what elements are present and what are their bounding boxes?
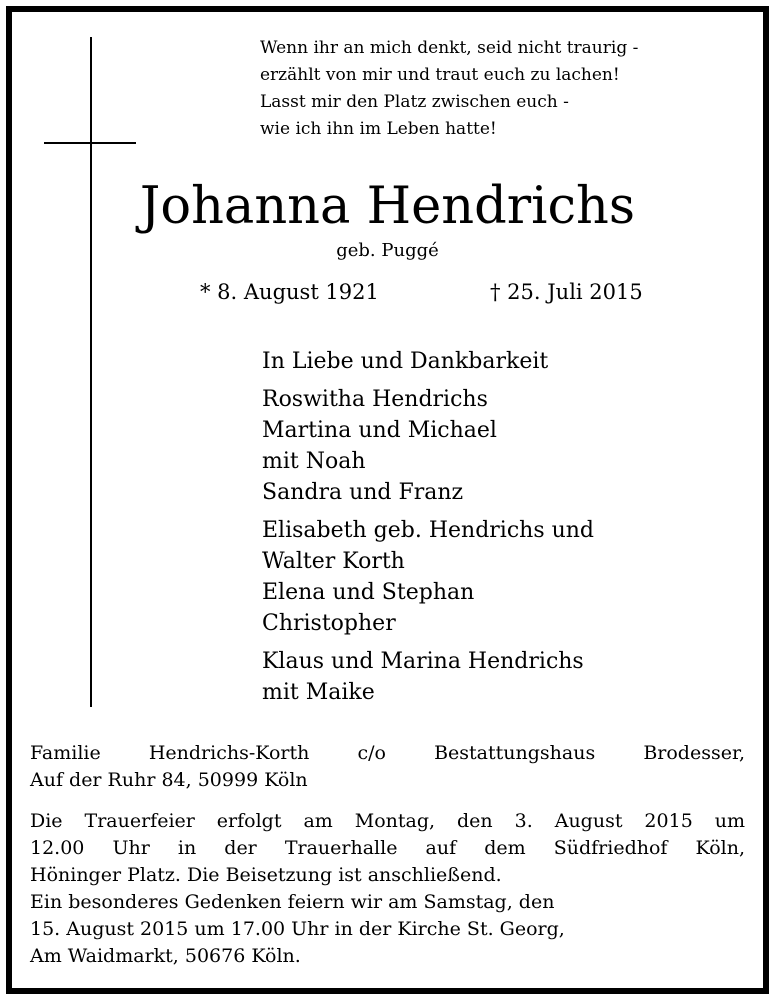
notice-line: 15. August 2015 um 17.00 Uhr in der Kirche St. Georg, [30, 918, 565, 940]
funeral-notice [30, 808, 745, 970]
mourner-line: mit Maike [262, 680, 375, 705]
mourner-line: Klaus und Marina Hendrichs [262, 649, 584, 674]
mourner-line: Martina und Michael [262, 418, 497, 443]
maiden-name: geb. Puggé [336, 240, 439, 261]
mourner-group [262, 515, 594, 639]
mourner-line: Elisabeth geb. Hendrichs und [262, 518, 595, 543]
notice-line: Ein besonderes Gedenken feiern wir am Samstag, den [30, 891, 555, 913]
mourner-group [262, 384, 594, 508]
family-address [30, 740, 745, 794]
mourner-line: mit Noah [262, 449, 366, 474]
cross-vertical-bar [90, 37, 92, 707]
mourner-line: Walter Korth [262, 549, 405, 574]
mourner-group [262, 646, 594, 708]
poem-line: Wenn ihr an mich denkt, seid nicht traurig - [260, 38, 639, 58]
notice-line: 12.00 Uhr in der Trauerhalle auf dem Südfriedhof Köln, [30, 837, 745, 859]
poem-line: Lasst mir den Platz zwischen euch - [260, 92, 569, 112]
notice-line: Die Trauerfeier erfolgt am Montag, den 3. August 2015 um [30, 810, 745, 832]
mourner-line: Elena und Stephan [262, 580, 475, 605]
address-line: Auf der Ruhr 84, 50999 Köln [30, 769, 308, 791]
poem-line: erzählt von mir und traut euch zu lachen! [260, 65, 620, 85]
birth-date: * 8. August 1921 [200, 280, 379, 304]
mourner-line: Christopher [262, 611, 396, 636]
notice-line: Höninger Platz. Die Beisetzung ist anschließend. [30, 864, 502, 886]
address-line: Familie Hendrichs-Korth c/o Bestattungshaus Brodesser, [30, 742, 745, 764]
notice-line: Am Waidmarkt, 50676 Köln. [30, 945, 301, 967]
cross-horizontal-bar [44, 142, 136, 144]
poem [260, 35, 638, 143]
mourner-line: Roswitha Hendrichs [262, 387, 488, 412]
mourner-line: Sandra und Franz [262, 480, 464, 505]
deceased-name: Johanna Hendrichs [139, 177, 636, 236]
death-date: † 25. Juli 2015 [490, 280, 643, 304]
poem-line: wie ich ihn im Leben hatte! [260, 119, 497, 139]
mourners-list [262, 346, 594, 715]
mourners-intro: In Liebe und Dankbarkeit [262, 349, 549, 374]
